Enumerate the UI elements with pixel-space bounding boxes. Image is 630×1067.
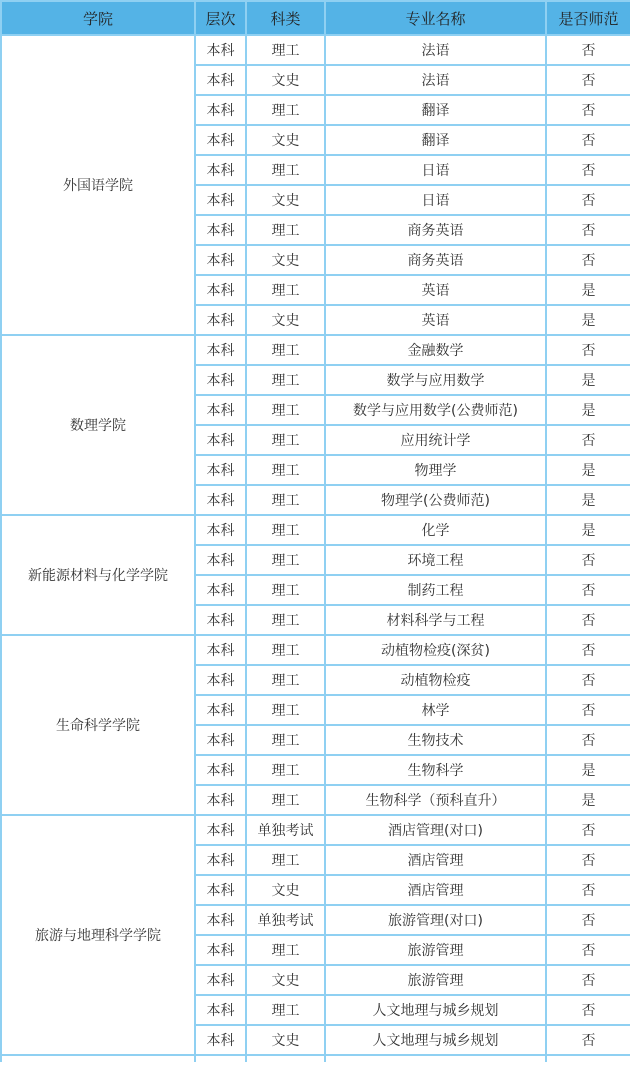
level-cell: 本科 [195,125,246,155]
major-name-cell: 翻译 [325,95,546,125]
header-college: 学院 [1,1,195,35]
is-normal-cell: 否 [546,965,630,995]
level-cell: 本科 [195,35,246,65]
is-normal-cell: 否 [546,35,630,65]
level-cell: 本科 [195,635,246,665]
is-normal-cell: 是 [546,365,630,395]
level-cell: 本科 [195,305,246,335]
level-cell: 本科 [195,485,246,515]
level-cell: 本科 [195,695,246,725]
category-cell: 文史 [246,1025,325,1055]
level-cell: 本科 [195,395,246,425]
category-cell: 理工 [246,425,325,455]
is-normal-cell: 否 [546,605,630,635]
major-name-cell: 动植物检疫(深贫) [325,635,546,665]
is-normal-cell: 否 [546,185,630,215]
college-cell: 生命科学学院 [1,635,195,815]
is-normal-cell: 否 [546,125,630,155]
is-normal-cell: 是 [546,755,630,785]
level-cell: 本科 [195,965,246,995]
is-normal-cell: 否 [546,695,630,725]
college-cell: 旅游与地理科学学院 [1,815,195,1055]
major-name-cell: 商务英语 [325,215,546,245]
is-normal-cell: 是 [546,485,630,515]
level-cell: 本科 [195,245,246,275]
major-name-cell: 物理学(公费师范) [325,485,546,515]
level-cell: 本科 [195,185,246,215]
is-normal-cell: 是 [546,785,630,815]
major-name-cell: 数学与应用数学(公费师范) [325,395,546,425]
is-normal-cell: 否 [546,995,630,1025]
major-name-cell: 英语 [325,275,546,305]
major-name-cell: 酒店管理(对口) [325,815,546,845]
major-name-cell: 生物技术 [325,725,546,755]
category-cell: 文史 [246,875,325,905]
category-cell: 理工 [246,725,325,755]
major-name-cell: 应用统计学 [325,425,546,455]
level-cell: 本科 [195,665,246,695]
category-cell: 文史 [246,305,325,335]
category-cell: 理工 [246,935,325,965]
category-cell: 理工 [246,605,325,635]
is-normal-cell: 是 [546,305,630,335]
level-cell: 本科 [195,215,246,245]
category-cell: 理工 [246,755,325,785]
college-cell: 外国语学院 [1,35,195,335]
level-cell: 本科 [195,935,246,965]
major-name-cell: 旅游管理(对口) [325,905,546,935]
category-cell: 理工 [246,275,325,305]
table-row [1,815,630,845]
is-normal-cell: 否 [546,245,630,275]
major-name-cell: 旅游管理 [325,965,546,995]
category-cell: 文史 [246,125,325,155]
major-name-cell: 数学与应用数学 [325,365,546,395]
level-cell: 本科 [195,1025,246,1055]
is-normal-cell: 否 [546,935,630,965]
level-cell: 本科 [195,365,246,395]
is-normal-cell: 否 [546,425,630,455]
level-cell: 本科 [195,875,246,905]
category-cell: 单独考试 [246,815,325,845]
major-name-cell: 环境工程 [325,545,546,575]
major-name-cell: 生物科学（预科直升） [325,785,546,815]
college-cell: 数理学院 [1,335,195,515]
level-cell: 本科 [195,905,246,935]
partial-cell [546,1055,630,1062]
category-cell: 文史 [246,965,325,995]
category-cell: 单独考试 [246,905,325,935]
is-normal-cell: 否 [546,65,630,95]
major-name-cell: 人文地理与城乡规划 [325,1025,546,1055]
major-name-cell: 生物科学 [325,755,546,785]
category-cell: 理工 [246,845,325,875]
level-cell: 本科 [195,575,246,605]
level-cell: 本科 [195,845,246,875]
header-level: 层次 [195,1,246,35]
category-cell: 理工 [246,995,325,1025]
is-normal-cell: 否 [546,155,630,185]
level-cell: 本科 [195,65,246,95]
category-cell: 理工 [246,575,325,605]
table-body [1,35,630,1062]
level-cell: 本科 [195,605,246,635]
partial-cell [195,1055,246,1062]
is-normal-cell: 否 [546,95,630,125]
category-cell: 文史 [246,65,325,95]
partial-cell [1,1055,195,1062]
major-name-cell: 商务英语 [325,245,546,275]
level-cell: 本科 [195,275,246,305]
table-row [1,335,630,365]
major-name-cell: 人文地理与城乡规划 [325,995,546,1025]
is-normal-cell: 否 [546,215,630,245]
category-cell: 文史 [246,185,325,215]
is-normal-cell: 否 [546,1025,630,1055]
level-cell: 本科 [195,455,246,485]
major-name-cell: 日语 [325,185,546,215]
category-cell: 理工 [246,215,325,245]
major-name-cell: 日语 [325,155,546,185]
category-cell: 理工 [246,455,325,485]
is-normal-cell: 否 [546,335,630,365]
category-cell: 理工 [246,95,325,125]
category-cell: 理工 [246,335,325,365]
table-row [1,635,630,665]
major-name-cell: 酒店管理 [325,875,546,905]
level-cell: 本科 [195,335,246,365]
table-row [1,35,630,65]
category-cell: 理工 [246,785,325,815]
is-normal-cell: 是 [546,455,630,485]
level-cell: 本科 [195,995,246,1025]
level-cell: 本科 [195,545,246,575]
major-name-cell: 材料科学与工程 [325,605,546,635]
level-cell: 本科 [195,725,246,755]
is-normal-cell: 是 [546,515,630,545]
header-row [1,1,630,35]
category-cell: 理工 [246,665,325,695]
category-cell: 理工 [246,635,325,665]
category-cell: 理工 [246,695,325,725]
header-category: 科类 [246,1,325,35]
level-cell: 本科 [195,425,246,455]
is-normal-cell: 否 [546,575,630,605]
partial-row [1,1055,630,1062]
major-name-cell: 林学 [325,695,546,725]
category-cell: 理工 [246,515,325,545]
is-normal-cell: 否 [546,665,630,695]
is-normal-cell: 否 [546,905,630,935]
level-cell: 本科 [195,515,246,545]
partial-cell [325,1055,546,1062]
college-cell: 新能源材料与化学学院 [1,515,195,635]
header-is-normal: 是否师范 [546,1,630,35]
level-cell: 本科 [195,95,246,125]
is-normal-cell: 否 [546,725,630,755]
category-cell: 理工 [246,395,325,425]
level-cell: 本科 [195,155,246,185]
major-name-cell: 翻译 [325,125,546,155]
is-normal-cell: 是 [546,275,630,305]
major-name-cell: 物理学 [325,455,546,485]
is-normal-cell: 否 [546,875,630,905]
major-name-cell: 法语 [325,35,546,65]
major-name-cell: 英语 [325,305,546,335]
category-cell: 理工 [246,155,325,185]
is-normal-cell: 否 [546,545,630,575]
partial-cell [246,1055,325,1062]
major-name-cell: 动植物检疫 [325,665,546,695]
level-cell: 本科 [195,785,246,815]
header-major-name: 专业名称 [325,1,546,35]
table-header [1,1,630,35]
category-cell: 理工 [246,545,325,575]
major-name-cell: 酒店管理 [325,845,546,875]
major-name-cell: 制药工程 [325,575,546,605]
major-name-cell: 金融数学 [325,335,546,365]
is-normal-cell: 否 [546,635,630,665]
category-cell: 理工 [246,365,325,395]
category-cell: 理工 [246,485,325,515]
level-cell: 本科 [195,755,246,785]
major-name-cell: 法语 [325,65,546,95]
is-normal-cell: 否 [546,815,630,845]
major-name-cell: 旅游管理 [325,935,546,965]
major-name-cell: 化学 [325,515,546,545]
is-normal-cell: 是 [546,395,630,425]
is-normal-cell: 否 [546,845,630,875]
table-row [1,515,630,545]
category-cell: 文史 [246,245,325,275]
level-cell: 本科 [195,815,246,845]
category-cell: 理工 [246,35,325,65]
